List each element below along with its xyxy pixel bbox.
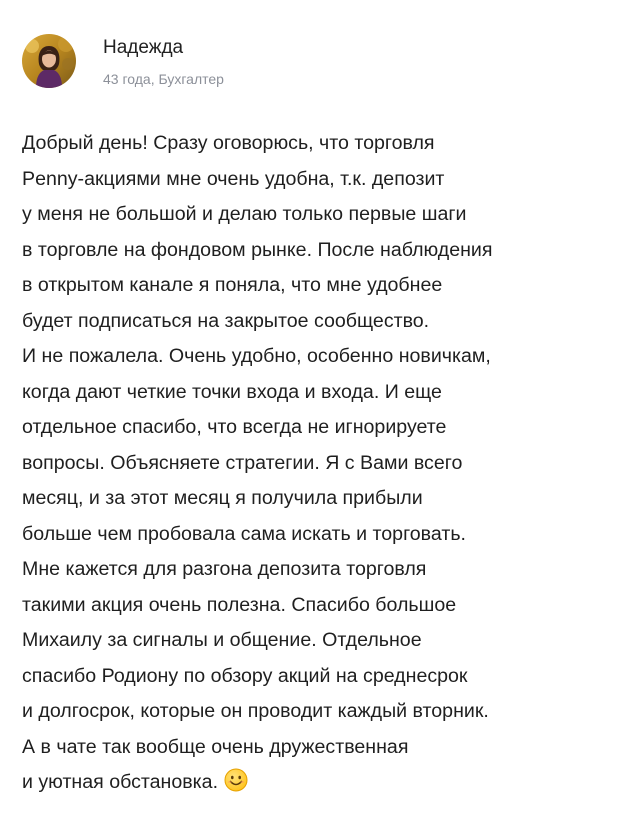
review-line: Михаилу за сигналы и общение. Отдельное — [22, 629, 422, 651]
review-line-last — [22, 765, 622, 805]
smiling-face-icon — [224, 768, 248, 805]
review-line: у меня не большой и делаю только первые шаги — [22, 203, 467, 225]
avatar[interactable] — [22, 34, 76, 88]
review-line-text: и уютная обстановка. — [22, 771, 219, 793]
review-line: когда дают четкие точки входа и входа. И еще — [22, 380, 442, 403]
review-line: месяц, и за этот месяц я получила прибыли — [22, 487, 423, 509]
review-line: Мне кажется для разгона депозита торговля — [22, 558, 427, 580]
author-header — [22, 34, 582, 90]
review-line: в открытом канале я поняла, что мне удобнее — [22, 274, 443, 296]
review-line: в торговле на фондовом рынке. После наблюдения — [22, 238, 493, 261]
review-line: Penny-акциями мне очень удобна, т.к. депозит — [22, 167, 445, 190]
review-line: отдельное спасибо, что всегда не игнорируете — [22, 416, 447, 438]
avatar-photo-icon — [22, 34, 76, 88]
review-line: и долгосрок, которые он проводит каждый вторник. — [22, 700, 489, 722]
review-line: А в чате так вообще очень дружественная — [22, 735, 409, 758]
review-line: будет подписаться на закрытое сообщество. — [22, 309, 430, 332]
review-line: больше чем пробовала сама искать и торговать. — [22, 522, 466, 545]
review-line: Добрый день! Сразу оговорюсь, что торговля — [22, 132, 435, 154]
review-line: такими акция очень полезна. Спасибо большое — [22, 593, 457, 616]
author-name[interactable]: Надежда — [103, 37, 184, 58]
author-meta: 43 года, Бухгалтер — [103, 71, 224, 87]
review-text — [22, 126, 622, 805]
review-line: вопросы. Объясняете стратегии. Я с Вами всего — [22, 451, 463, 474]
review-line: спасибо Родиону по обзору акций на среднесрок — [22, 664, 468, 687]
review-line: И не пожалела. Очень удобно, особенно новичкам, — [22, 345, 491, 367]
